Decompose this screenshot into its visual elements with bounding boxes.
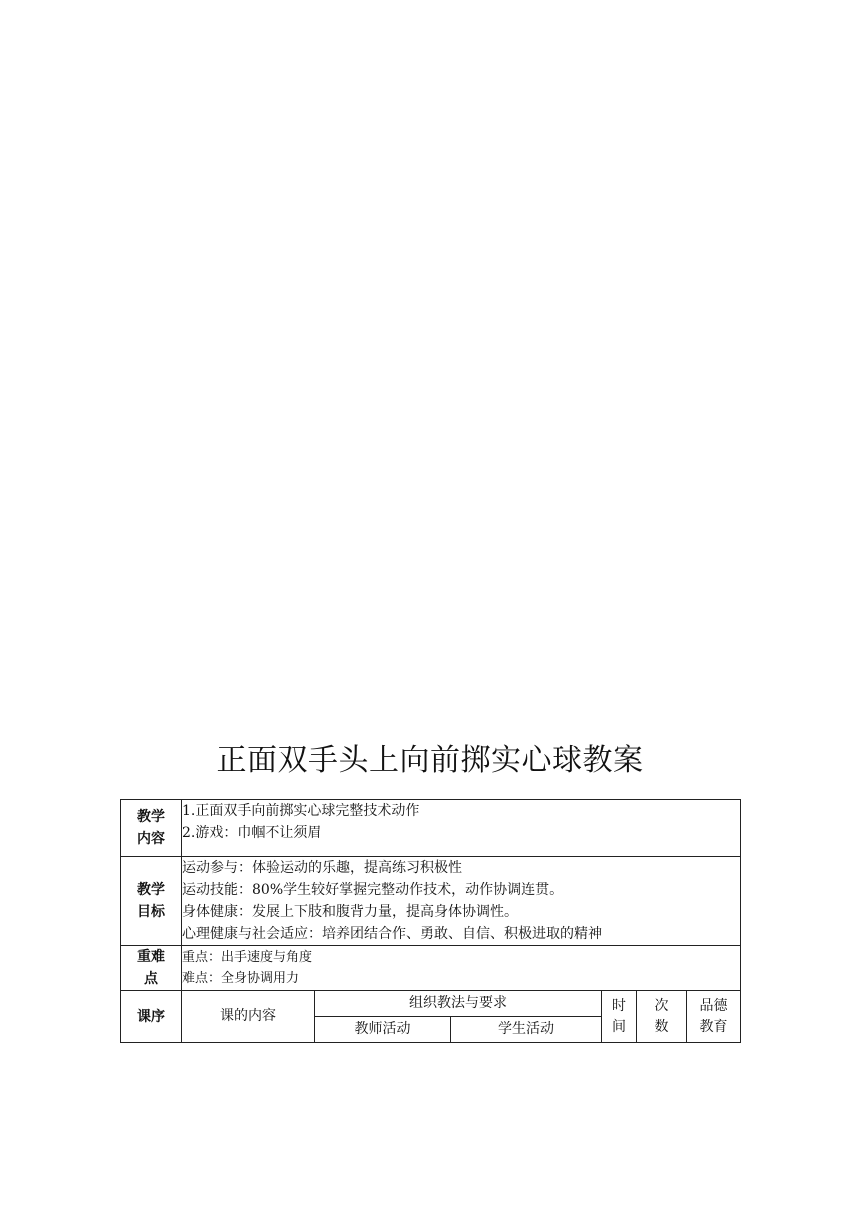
teaching-content-row bbox=[121, 800, 741, 857]
header-count: 次 数 bbox=[637, 991, 687, 1043]
teaching-content-label: 教学 内容 bbox=[121, 800, 182, 857]
teaching-goals-cell bbox=[182, 857, 741, 946]
lesson-plan-table bbox=[120, 799, 741, 1043]
header-student-activity: 学生活动 bbox=[451, 1017, 602, 1043]
goal-line: 运动技能：80%学生较好掌握完整动作技术，动作协调连贯。 bbox=[182, 882, 564, 898]
goal-line: 身体健康：发展上下肢和腹背力量，提高身体协调性。 bbox=[182, 904, 518, 920]
document-title: 正面双手头上向前掷实心球教案 bbox=[216, 743, 644, 778]
header-moral-education: 品德 教育 bbox=[687, 991, 741, 1043]
keypoint-line: 重点：出手速度与角度 bbox=[182, 950, 313, 965]
content-line: 1.正面双手向前掷实心球完整技术动作 bbox=[182, 803, 420, 819]
content-line: 2.游戏：巾帼不让须眉 bbox=[182, 825, 322, 841]
header-time: 时 间 bbox=[602, 991, 637, 1043]
goal-line: 心理健康与社会适应：培养团结合作、勇敢、自信、积极进取的精神 bbox=[182, 926, 602, 942]
key-difficult-points-label: 重难 点 bbox=[121, 946, 182, 991]
header-lesson-content: 课的内容 bbox=[182, 991, 315, 1043]
key-difficult-points-cell bbox=[182, 946, 741, 991]
header-teacher-activity: 教师活动 bbox=[315, 1017, 451, 1043]
header-organization: 组织教法与要求 bbox=[315, 991, 602, 1017]
goal-line: 运动参与：体验运动的乐趣，提高练习积极性 bbox=[182, 860, 462, 876]
key-difficult-points-row bbox=[121, 946, 741, 991]
keypoint-line: 难点：全身协调用力 bbox=[182, 971, 300, 986]
header-row bbox=[121, 991, 741, 1017]
teaching-goals-label: 教学 目标 bbox=[121, 857, 182, 946]
teaching-content-cell bbox=[182, 800, 741, 857]
teaching-goals-row bbox=[121, 857, 741, 946]
header-lesson-order: 课序 bbox=[121, 991, 182, 1043]
